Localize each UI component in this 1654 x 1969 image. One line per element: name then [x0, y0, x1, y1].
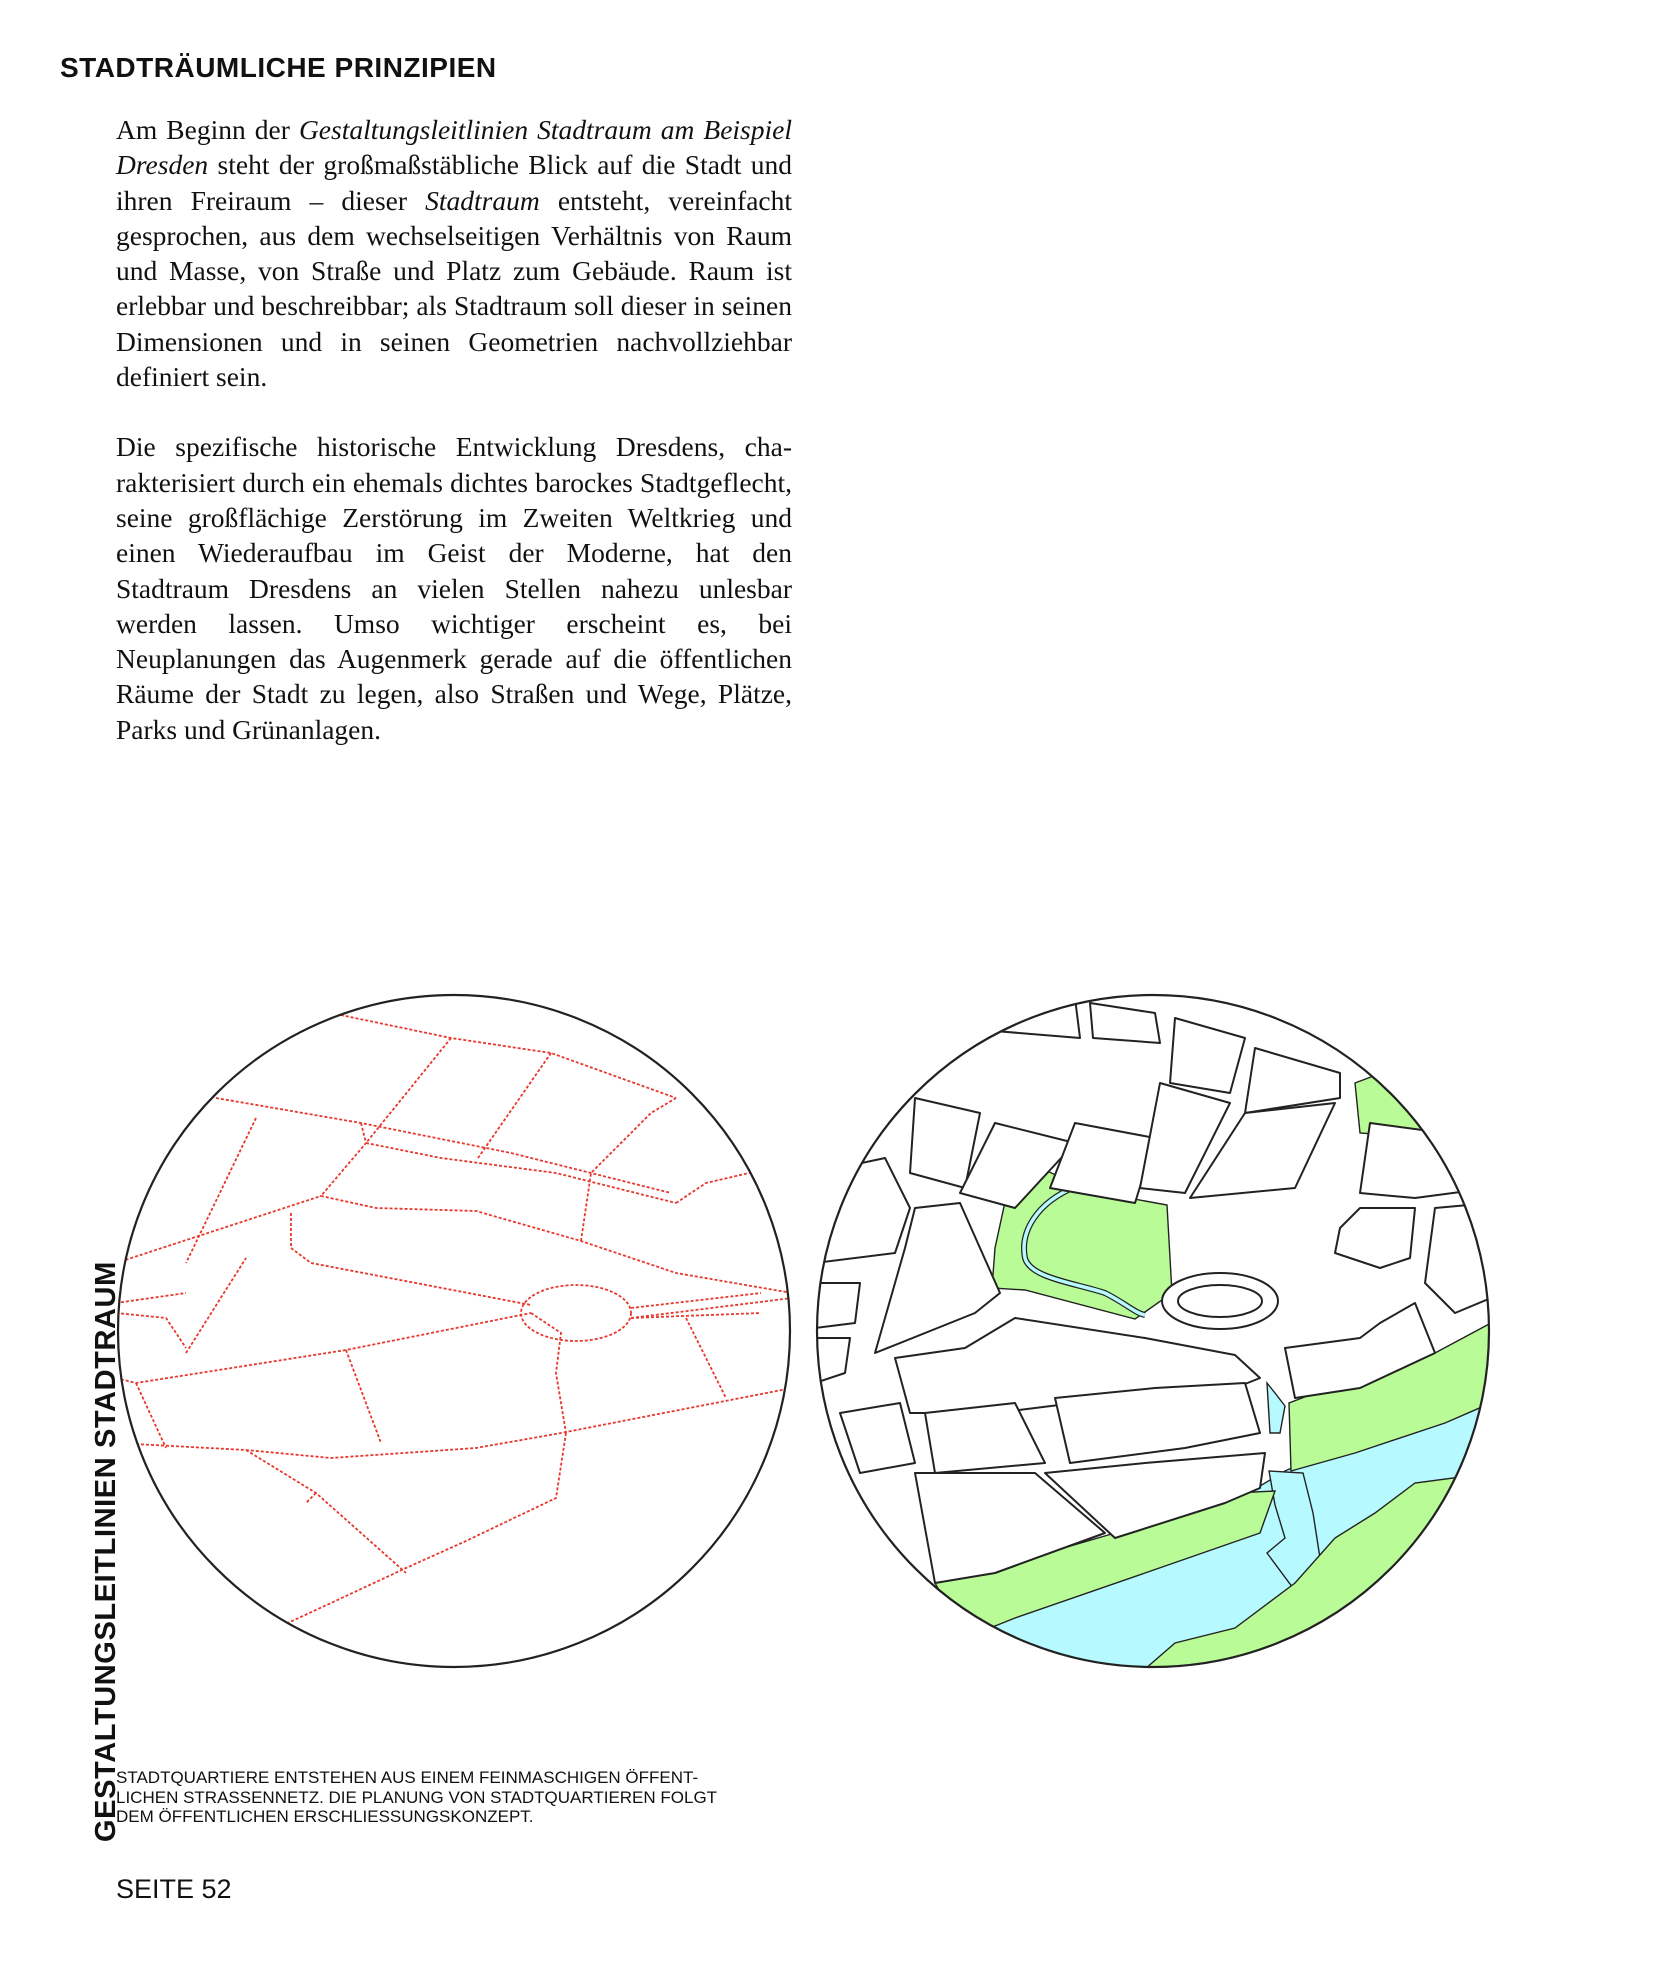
building-block	[815, 1283, 860, 1328]
text-run: steht der großmaßstäbliche Blick auf die Stadt und ihren Freiraum – dieser	[116, 149, 792, 216]
italic-run: Stadtraum	[425, 184, 540, 216]
city-blocks-diagram	[815, 993, 1491, 1669]
body-text	[116, 112, 792, 782]
paragraph-history: Die spezifische historische Entwicklung Dresdens, charakterisiert durch ein ehemals dichtes barockes Stadtgeflecht, seine großflächige Zerstörung im Zweiten Weltkrieg und einen Wiederaufbau im Geist der Moderne, hat den Stadtraum Dresdens an vielen Stellen nahezu unlesbar werden lassen. Umso wichtiger erscheint es, bei Neuplanungen das Augenmerk gerade auf die öffentlichen Räume der Stadt zu legen, also Straßen und Wege, Plätze, Parks und Grünanlagen.	[116, 431, 792, 745]
building-block	[1090, 1003, 1160, 1043]
building-block	[1050, 1123, 1155, 1203]
caption-line: DEM ÖFFENTLICHEN ERSCHLIESSUNGSKONZEPT.	[116, 1807, 534, 1826]
building-block	[925, 1403, 1045, 1473]
text-run: Am Beginn der	[116, 114, 299, 145]
building-block	[1335, 1208, 1415, 1268]
figure-caption	[116, 1768, 776, 1827]
building-block	[840, 1403, 915, 1473]
page-number: SEITE 52	[116, 1874, 232, 1904]
fountain-channel	[1267, 1383, 1285, 1433]
street-network-diagram	[116, 993, 792, 1669]
page-heading: STADTRÄUMLICHE PRINZIPIEN	[60, 52, 497, 83]
roundabout-island	[1178, 1285, 1262, 1317]
text-run: entsteht, vereinfacht gesprochen, aus dem wechselseitigen Verhältnis von Raum und Masse, von Straße und Platz zum Gebäude. Raum ist erlebbar und beschreibbar; als Stadtraum soll dieser in seinen Dimensionen und in seinen Geometrien nachvollziehbar definiert sein.	[116, 184, 792, 393]
street-network-lines	[116, 1013, 792, 1633]
caption-line: LICHEN STRASSENNETZ. DIE PLANUNG VON STADTQUARTIEREN FOLGT	[116, 1787, 718, 1807]
building-block	[815, 1158, 910, 1263]
building-block	[1170, 1018, 1245, 1093]
city-blocks-map	[815, 993, 1491, 1669]
paragraph-intro	[116, 112, 792, 394]
caption-line: STADTQUARTIERE ENTSTEHEN AUS EINEM FEINMASCHIGEN ÖFFENT-	[116, 1768, 699, 1787]
diagram-border	[118, 995, 790, 1667]
italic-run: Gestaltungsleitlinien Stadtraum am Beispiel Dresden	[116, 114, 792, 181]
side-title: GESTALTUNGSLEITLINIEN STADTRAUM	[90, 1261, 122, 1842]
building-block	[1055, 1383, 1260, 1463]
